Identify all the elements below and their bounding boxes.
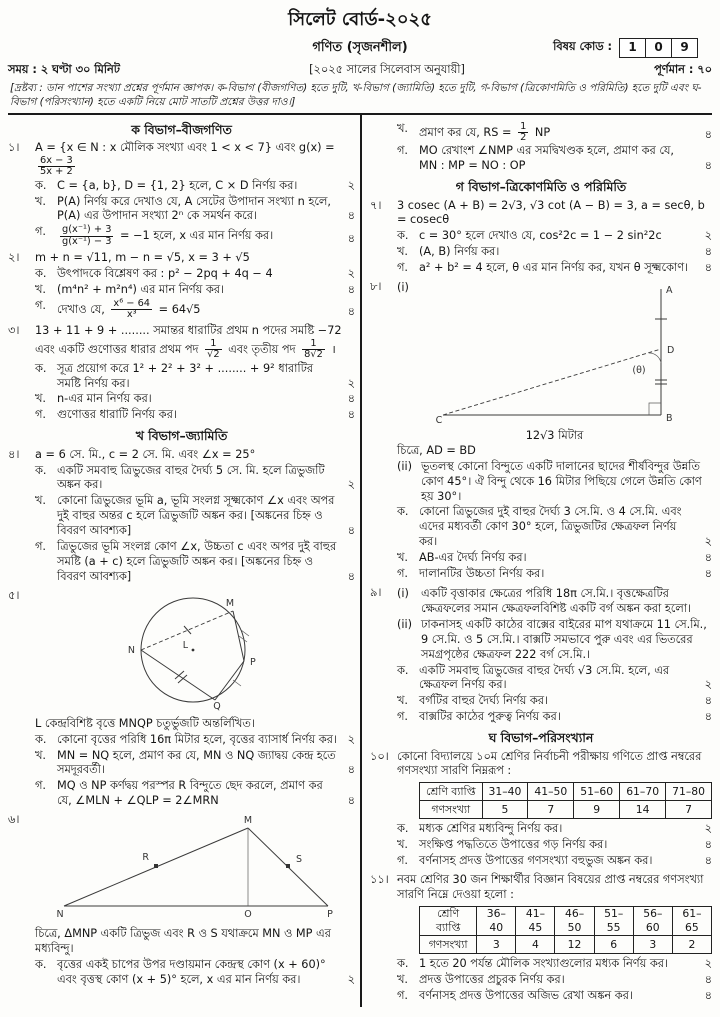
- figure-base-label: 12√3 মিটার: [525, 428, 584, 442]
- sub-label: খ.: [35, 494, 47, 508]
- sub-text-part: = −1 হলে, x এর মান নির্ণয় কর।: [120, 229, 274, 243]
- question-body: [35, 813, 355, 989]
- part-label: (ii): [397, 617, 413, 631]
- table-cell: 4: [516, 936, 555, 954]
- q7-sub-ka: [397, 229, 712, 244]
- sub-text-part: দেখাও যে,: [57, 302, 105, 316]
- part-label: (ii): [397, 459, 413, 473]
- question-6-continued: [370, 121, 712, 175]
- q10-sub-ka: [397, 822, 712, 837]
- sub-label: খ.: [35, 392, 47, 406]
- marks: ২: [704, 535, 712, 549]
- sub-label: খ.: [397, 121, 409, 135]
- marks: ৪: [347, 305, 355, 319]
- marks: ৪: [704, 261, 712, 275]
- triangle-figure-svg: [50, 814, 340, 922]
- fraction-denominator: x³: [111, 309, 152, 320]
- subject-code-label: বিষয় কোড :: [553, 40, 612, 54]
- table-row: [420, 936, 712, 954]
- sub-label: ক.: [397, 229, 409, 243]
- table-cell: 3: [633, 936, 672, 954]
- figure-caption: চিত্রে, ΔMNP একটি ত্রিভুজ এবং R ও S যথাক্রমে MN ও MP এর মধ্যবিন্দু।: [35, 927, 331, 955]
- table-cell: 61–65: [672, 906, 711, 936]
- sub-label: গ.: [397, 710, 408, 724]
- question-stem: [35, 324, 355, 360]
- table-cell: 7: [666, 801, 712, 819]
- fraction-numerator: g(x⁻¹) + 3: [62, 224, 112, 236]
- fraction-denominator: 8√2: [304, 349, 323, 361]
- sub-label: খ.: [35, 748, 47, 762]
- part-text: ঢাকনাসহ একটি কাঠের বাক্সের বাইরের মাপ যথাক্রমে 11 সে.মি., 9 সে.মি. ও 5 সে.মি.। বাক্সটি সমভাবে পুরু এবং এর ভিতরের সমগ্রপৃষ্ঠের ক্ষেত্রফল 222 বর্গ সে.মি.।: [421, 617, 707, 661]
- table-cell: 12: [555, 936, 594, 954]
- marks: ৪: [704, 838, 712, 852]
- sub-text-part: NP: [534, 125, 551, 139]
- marks: ৪: [704, 245, 712, 259]
- fraction-numerator: 1: [310, 338, 317, 350]
- marks: ৪: [704, 551, 712, 565]
- stem-text: ।: [331, 342, 336, 356]
- fraction: [111, 299, 152, 321]
- marks: ২: [704, 822, 712, 836]
- two-column-body: [8, 115, 712, 1007]
- syllabus-note: [২০২৫ সালের সিলেবাস অনুযায়ী]: [309, 62, 465, 76]
- table-cell: গণসংখ্যা: [420, 936, 477, 954]
- marks: ২: [704, 678, 712, 692]
- elevation-shape: [443, 289, 667, 415]
- question-body: [397, 121, 712, 175]
- meta-row: [8, 63, 712, 78]
- fraction-denominator: 2: [520, 132, 527, 144]
- q2-sub-ga: [35, 299, 355, 321]
- sub-label: গ.: [35, 408, 46, 422]
- stem-text: A = {x ∈ N : x মৌলিক সংখ্যা এবং 1 < x < 7} এবং g(x) =: [35, 141, 335, 155]
- fraction: [518, 122, 528, 144]
- point-label-b: B: [666, 413, 673, 425]
- full-marks-label: পূর্ণমান : ৭০: [654, 62, 712, 76]
- left-column: [8, 115, 360, 1007]
- marks: ৪: [704, 159, 712, 173]
- fraction-numerator: x⁶ − 64: [113, 297, 151, 309]
- fraction-numerator: 1: [210, 338, 217, 350]
- sub-label: খ.: [397, 245, 409, 259]
- table-cell: 41–45: [516, 906, 555, 936]
- question-number: ৯।: [370, 586, 382, 599]
- question-stem: [35, 141, 355, 177]
- time-label: সময় : ২ ঘণ্টা ৩০ মিনিট: [8, 62, 120, 76]
- circle-figure: [35, 590, 355, 717]
- sub-label: ক.: [35, 732, 47, 746]
- question-5: [8, 589, 355, 810]
- sub-label: ক.: [397, 957, 409, 971]
- sub-text: c = 30° হলে দেখাও যে, cos²2c = 1 − 2 sin²2c: [419, 229, 662, 243]
- elevation-figure-svg: [421, 281, 701, 427]
- marks: ৪: [347, 282, 355, 296]
- sub-label: গ.: [397, 567, 408, 581]
- table-cell: 46–50: [555, 906, 594, 936]
- question-number: ১০।: [370, 749, 389, 763]
- subject-code-box: [619, 38, 698, 58]
- subject-row: [8, 39, 712, 61]
- instruction-note: [দ্রষ্টব্য : ডান পাশের সংখ্যা প্রশ্নের পূর্ণমান জ্ঞাপক। ক-বিভাগ (বীজগণিত) হতে দুটি, খ-বিভাগ (জ্যামিতি) হতে দুটি, গ-বিভাগ (ত্রিকোণমিতি ও পরিমিতি) হতে দুটি এবং ঘ-বিভাগ (পরিসংখ্যান) হতে একটি নিয়ে মোট সাতটি প্রশ্নের উত্তর দাও।]: [10, 81, 702, 108]
- sub-label: গ.: [397, 989, 408, 1003]
- table-cell: গণসংখ্যা: [420, 801, 483, 819]
- point-label-a: A: [666, 285, 673, 297]
- center-label-l: L: [182, 639, 188, 651]
- q6-sub-ka: [35, 958, 355, 988]
- question-2: [8, 251, 355, 321]
- sub-text: ত্রিভুজের ভূমি সংলগ্ন কোণ ∠x, উচ্চতা c এবং অপর দুই বাহুর সমষ্টি (a + c) হলে ত্রিভুজটি অঙ্কন কর। [অঙ্কনের চিহ্ন ও বিবরণ আবশ্যক]: [57, 540, 337, 583]
- sub-text: [57, 225, 342, 247]
- q7-sub-kha: [397, 245, 712, 260]
- table-cell: শ্রেণি ব্যাপ্তি: [420, 783, 483, 801]
- table-cell: 2: [672, 936, 711, 954]
- part-text: ভূতলস্থ কোনো বিন্দুতে একটি দালানের ছাদের শীর্ষবিন্দুর উন্নতি কোণ 45°। ঐ বিন্দু থেকে 16 মিটার পিছিয়ে গেলে উন্নতি কোণ হয় 30°।: [421, 459, 702, 503]
- question-4: [8, 448, 355, 586]
- sub-label: গ.: [35, 540, 46, 554]
- sub-text: বর্গটির বাহুর দৈর্ঘ্য নির্ণয় কর।: [419, 694, 549, 708]
- part-label: (i): [397, 587, 409, 600]
- point-label-q: Q: [213, 700, 221, 712]
- table-cell: 71–80: [666, 783, 712, 801]
- q4-sub-ka: [35, 464, 355, 494]
- question-3: [8, 324, 355, 424]
- marks: ৪: [347, 569, 355, 583]
- part-text: একটি বৃত্তাকার ক্ষেত্রের পরিধি 18π সে.মি.। বৃত্তক্ষেত্রটির ক্ষেত্রফলের সমান ক্ষেত্রফলবিশিষ্ট একটি বর্গ অঙ্কন করা হলো।: [421, 587, 692, 615]
- table-cell: 56–60: [633, 906, 672, 936]
- sub-text-part: প্রমাণ কর যে, RS =: [419, 125, 512, 139]
- q11-sub-ka: [397, 957, 712, 972]
- question-1: [8, 141, 355, 248]
- question-number: ৬।: [8, 813, 20, 827]
- question-number: ৮।: [370, 280, 382, 294]
- section-heading-geometry: খ বিভাগ–জ্যামিতি: [135, 428, 228, 444]
- marks: ৪: [704, 567, 712, 581]
- fraction: [38, 156, 75, 178]
- q5-sub-ka: [35, 733, 355, 748]
- sub-text: বর্ণনাসহ প্রদত্ত উপাত্তের অজিভ রেখা অঙ্কন কর।: [419, 989, 633, 1003]
- marks: ৪: [347, 209, 355, 223]
- sub-text: একটি সমবাহু ত্রিভুজের বাহুর দৈর্ঘ্য 5 সে. মি. হলে ত্রিভুজটি অঙ্কন কর।: [57, 463, 325, 492]
- subject-title: গণিত (সৃজনশীল): [312, 39, 408, 55]
- question-body: [397, 873, 712, 1005]
- question-body: [35, 324, 355, 424]
- q11-sub-kha: [397, 973, 712, 988]
- stem-text: এবং তৃতীয় পদ: [228, 342, 296, 356]
- question-stem: m + n = √11, m − n = √5, x = 3 + √5: [35, 250, 250, 264]
- question-8: [370, 280, 712, 583]
- q7-sub-ga: [397, 261, 712, 276]
- q8-sub-ga: [397, 567, 712, 582]
- question-number: ৭।: [370, 198, 382, 212]
- question-9: [370, 586, 712, 726]
- sub-label: গ.: [397, 144, 408, 158]
- sub-label: গ.: [35, 225, 46, 239]
- table-cell: 36–40: [477, 906, 516, 936]
- code-digit: 9: [671, 39, 697, 57]
- sub-text: MO রেখাংশ ∠NMP এর সমদ্বিখণ্ডক হলে, প্রমাণ কর যে, MN : MP = NO : OP: [419, 144, 675, 173]
- sub-text: n-এর মান নির্ণয় কর।: [57, 392, 152, 406]
- question-body: [35, 448, 355, 586]
- question-body: [397, 750, 712, 871]
- sub-text: কোনো ত্রিভুজের ভূমি a, ভূমি সংলগ্ন সূক্ষ্মকোণ ∠x এবং অপর দুই বাহুর অন্তর c হলে ত্রিভুজটি অঙ্কন কর। [অঙ্কনের চিহ্ন ও বিবরণ আবশ্যক]: [57, 494, 335, 538]
- q1-sub-ka: [35, 179, 355, 194]
- q10-sub-kha: [397, 838, 712, 853]
- code-digit: 0: [645, 39, 671, 57]
- q8-sub-kha: [397, 551, 712, 566]
- table-cell: 5: [482, 801, 528, 819]
- question-6: [8, 813, 355, 989]
- stem-text: 13 + 11 + 9 + ........ সমান্তর ধারাটির প্রথম n পদের সমষ্টি −72 এবং একটি গুণোত্তর ধারার প্রথম পদ: [35, 324, 342, 356]
- sub-text: [419, 122, 699, 144]
- sub-text: গুণোত্তর ধারাটি নির্ণয় কর।: [57, 408, 177, 422]
- table-row: [420, 906, 712, 936]
- sub-text: (A, B) নির্ণয় কর।: [419, 245, 500, 259]
- marks: ৪: [704, 973, 712, 987]
- q9-part-ii: [397, 618, 712, 663]
- marks: ৪: [347, 408, 355, 422]
- frequency-table-q10: [419, 782, 712, 819]
- marks: ২: [704, 229, 712, 243]
- marks: ২: [347, 266, 355, 280]
- frequency-table-q11: [419, 906, 712, 955]
- sub-text: উৎপাদকে বিশ্লেষণ কর : p² − 2pq + 4q − 4: [57, 266, 273, 280]
- marks: ৪: [704, 694, 712, 708]
- sub-label: ক.: [35, 266, 47, 280]
- sub-text: সূত্র প্রয়োগ করে 1² + 2² + 3² + ........ + 9² ধারাটির সমষ্টি নির্ণয় কর।: [57, 361, 313, 390]
- sub-label: ক.: [35, 463, 47, 477]
- marks: ২: [347, 376, 355, 390]
- code-digit: 1: [628, 39, 637, 54]
- sub-label: ক.: [35, 957, 47, 971]
- sub-text: একটি সমবাহু ত্রিভুজের বাহুর দৈর্ঘ্য √3 সে.মি. হলে, এর ক্ষেত্রফল নির্ণয় কর।: [419, 663, 670, 692]
- question-10: [370, 750, 712, 871]
- marks: ৪: [704, 128, 712, 142]
- fraction-denominator: 5x + 2: [40, 166, 73, 178]
- sub-text: বর্ণনাসহ প্রদত্ত উপাত্তের গণসংখ্যা বহুভুজ অঙ্কন কর।: [419, 854, 653, 868]
- elevation-figure: [421, 281, 712, 428]
- sub-text: P(A) নির্ণয় করে দেখাও যে, A সেটের উপাদান সংখ্যা n হলে, P(A) এর উপাদান সংখ্যা 2ⁿ কে সমর্থন করে।: [57, 194, 331, 223]
- q6-sub-ga: [397, 144, 712, 174]
- marks: ২: [347, 178, 355, 192]
- marks: ৪: [347, 524, 355, 538]
- sub-text: কোনো ত্রিভুজের দুই বাহুর দৈর্ঘ্য 3 সে.মি. ও 4 সে.মি. এবং এদের মধ্যবর্তী কোণ 30° হলে, ত্রিভুজটির ক্ষেত্রফল নির্ণয় কর।: [419, 505, 682, 549]
- sub-label: ক.: [397, 822, 409, 836]
- fraction-denominator: √2: [207, 349, 220, 361]
- marks: ৪: [704, 989, 712, 1003]
- marks: ৪: [347, 392, 355, 406]
- table-cell: 41–50: [528, 783, 574, 801]
- q2-sub-ka: [35, 267, 355, 282]
- table-cell: 61–70: [620, 783, 666, 801]
- part-label: (i): [397, 281, 409, 295]
- figure-caption: চিত্রে, AD = BD: [397, 443, 476, 457]
- table-row: [420, 783, 712, 801]
- q9-sub-ga: [397, 710, 712, 725]
- question-body: [35, 141, 355, 248]
- sub-text: (m⁴n² + m²n⁴) এর মান নির্ণয় কর।: [57, 282, 224, 296]
- sub-text: AB-এর দৈর্ঘ্য নির্ণয় কর।: [419, 551, 527, 565]
- sub-text: প্রদত্ত উপাত্তের প্রচুরক নির্ণয় কর।: [419, 973, 565, 987]
- sub-label: খ.: [397, 694, 409, 708]
- question-number: ২।: [8, 250, 20, 264]
- marks: ৪: [347, 794, 355, 808]
- q3-sub-ka: [35, 362, 355, 392]
- point-label-n: N: [127, 644, 135, 656]
- sub-label: খ.: [35, 282, 47, 296]
- point-label-p: P: [250, 656, 256, 668]
- section-heading-algebra: ক বিভাগ–বীজগণিত: [131, 121, 232, 137]
- sub-label: খ.: [397, 838, 409, 852]
- q4-sub-ga: [35, 540, 355, 585]
- table-cell: 51–55: [594, 906, 633, 936]
- marks: ৪: [704, 854, 712, 868]
- q5-sub-ga: [35, 779, 355, 809]
- sub-text: দালানটির উচ্চতা নির্ণয় কর।: [419, 567, 545, 581]
- sub-label: ক.: [397, 505, 409, 519]
- fraction: [205, 339, 221, 361]
- sub-text: MQ ও NP কর্ণদ্বয় পরস্পর R বিন্দুতে ছেদ করলে, প্রমাণ কর যে, ∠MLN + ∠QLP = 2∠MRN: [57, 779, 323, 808]
- table-cell: 7: [528, 801, 574, 819]
- table-cell: 9: [574, 801, 620, 819]
- marks: ২: [347, 478, 355, 492]
- sub-label: ক.: [35, 178, 47, 192]
- sub-text-part: = 64√5: [158, 302, 201, 316]
- question-7: [370, 199, 712, 278]
- q2-sub-kha: [35, 283, 355, 298]
- table-cell: 3: [477, 936, 516, 954]
- subject-code: [553, 38, 698, 58]
- q9-sub-ka: [397, 664, 712, 694]
- board-title: সিলেট বোর্ড-২০২৫: [288, 9, 432, 30]
- point-label-m: M: [225, 597, 235, 609]
- marks: ৪: [704, 710, 712, 724]
- fraction-denominator: g(x⁻¹) − 3: [62, 235, 112, 247]
- sub-label: খ.: [35, 194, 47, 208]
- question-body: [35, 251, 355, 321]
- circle-shape: [141, 598, 249, 702]
- sub-text: কোনো বৃত্তের পরিধি 16π মিটার হলে, বৃত্তের ব্যাসার্ধ নির্ণয় কর।: [57, 732, 337, 746]
- q8-sub-ka: [397, 505, 712, 550]
- point-label-n: N: [56, 909, 64, 921]
- triangle-shape: [64, 828, 328, 906]
- q10-sub-ga: [397, 854, 712, 869]
- table-row: [420, 801, 712, 819]
- question-11: [370, 873, 712, 1005]
- right-column: [360, 115, 712, 1007]
- marks: ৪: [347, 231, 355, 245]
- question-number-spacer: [370, 121, 397, 175]
- sub-text: বাক্সটির কাঠের পুরুত্ব নির্ণয় কর।: [419, 710, 561, 724]
- point-label-c: C: [435, 415, 443, 427]
- fraction: [60, 225, 113, 247]
- q1-sub-ga: [35, 225, 355, 247]
- figure-caption: L কেন্দ্রবিশিষ্ট বৃত্তে MNQP চতুর্ভুজটি অন্তর্লিখিত।: [35, 716, 255, 730]
- section-heading-trig: গ বিভাগ–ত্রিকোণমিতি ও পরিমিতি: [455, 179, 627, 195]
- question-body: [397, 280, 712, 583]
- q3-sub-kha: [35, 392, 355, 407]
- q9-part-i: [397, 587, 712, 617]
- sub-label: গ.: [397, 261, 408, 275]
- angle-label-theta: (θ): [632, 365, 646, 377]
- point-label-d: D: [667, 345, 675, 357]
- question-body: [397, 199, 712, 278]
- point-label-m: M: [243, 815, 253, 827]
- sub-label: ক.: [35, 361, 47, 375]
- sub-label: গ.: [397, 854, 408, 868]
- fraction-numerator: 1: [520, 120, 527, 132]
- marks: ৪: [347, 763, 355, 777]
- table-cell: 14: [620, 801, 666, 819]
- section-heading-stats: ঘ বিভাগ–পরিসংখ্যান: [488, 730, 594, 746]
- sub-text: বৃত্তের একই চাপের উপর দণ্ডায়মান কেন্দ্রস্থ কোণ (x + 60)° এবং বৃত্তস্থ কোণ (x + 5)° হলে, x এর মান নির্ণয় কর।: [57, 957, 326, 986]
- question-number: ১১।: [370, 873, 389, 887]
- marks: ২: [704, 957, 712, 971]
- sub-text: C = {a, b}, D = {1, 2} হলে, C × D নির্ণয় কর।: [57, 178, 298, 192]
- question-number: ৩।: [8, 324, 20, 338]
- sub-label: ক.: [397, 663, 409, 677]
- q6-sub-kha: [397, 122, 712, 144]
- q8-part-i: [397, 281, 712, 428]
- q3-sub-ga: [35, 408, 355, 423]
- question-stem: 3 cosec (A + B) = 2√3, √3 cot (A − B) = 3, a = secθ, b = cosecθ: [397, 198, 705, 227]
- table-cell: 6: [594, 936, 633, 954]
- fraction: [302, 339, 325, 361]
- question-body: [397, 586, 712, 726]
- question-body: [35, 589, 355, 810]
- q9-sub-kha: [397, 694, 712, 709]
- q11-sub-ga: [397, 989, 712, 1004]
- question-stem: নবম শ্রেণির 30 জন শিক্ষার্থীর বিজ্ঞান বিষয়ের প্রাপ্ত নম্বরের গণসংখ্যা সারণি নিম্নে দেওয়া হলো :: [397, 873, 704, 901]
- fraction-numerator: 6x − 3: [40, 155, 73, 167]
- question-number: ৫।: [8, 588, 20, 602]
- q8-part-ii: [397, 460, 712, 505]
- q4-sub-kha: [35, 494, 355, 539]
- sub-text: MN = NQ হলে, প্রমাণ কর যে, MN ও NQ জ্যাদ্বয় কেন্দ্র হতে সমদূরবর্তী।: [57, 748, 336, 777]
- question-stem: a = 6 সে. মি., c = 2 সে. মি. এবং ∠x = 25°: [35, 447, 256, 461]
- sub-label: খ.: [397, 551, 409, 565]
- triangle-figure: [35, 814, 355, 927]
- question-number: ১।: [8, 141, 20, 155]
- question-stem: কোনো বিদ্যালয়ে ১০ম শ্রেণির নির্বাচনী পরীক্ষায় গণিতে প্রাপ্ত নম্বরের গণসংখ্যা সারণি নিম্নরূপ :: [397, 749, 702, 778]
- marks: ২: [347, 732, 355, 746]
- sub-text: মধ্যক শ্রেণির মধ্যবিন্দু নির্ণয় কর।: [419, 822, 563, 836]
- table-cell: শ্রেণি ব্যাপ্তি: [420, 906, 477, 936]
- point-label-p: P: [327, 909, 333, 921]
- marks: ২: [347, 972, 355, 986]
- sub-text: 1 হতে 20 পর্যন্ত মৌলিক সংখ্যাগুলোর মধ্যক নির্ণয় কর।: [419, 957, 669, 971]
- sub-text: [57, 299, 342, 321]
- table-cell: 51–60: [574, 783, 620, 801]
- circle-figure-svg: [95, 590, 295, 712]
- q5-sub-kha: [35, 749, 355, 779]
- sub-text: a² + b² = 4 হলে, θ এর মান নির্ণয় কর, যখন θ সূক্ষ্মকোণ।: [419, 261, 689, 275]
- point-label-r: R: [142, 852, 149, 864]
- sub-label: খ.: [397, 973, 409, 987]
- point-label-s: S: [296, 854, 303, 866]
- sub-label: গ.: [35, 779, 46, 793]
- point-label-o: O: [244, 909, 252, 921]
- sub-text: সংক্ষিপ্ত পদ্ধতিতে উপাত্তের গড় নির্ণয় কর।: [419, 838, 608, 852]
- question-number: ৪।: [8, 447, 20, 461]
- table-cell: 31–40: [482, 783, 528, 801]
- sub-label: গ.: [35, 298, 46, 312]
- q1-sub-kha: [35, 195, 355, 225]
